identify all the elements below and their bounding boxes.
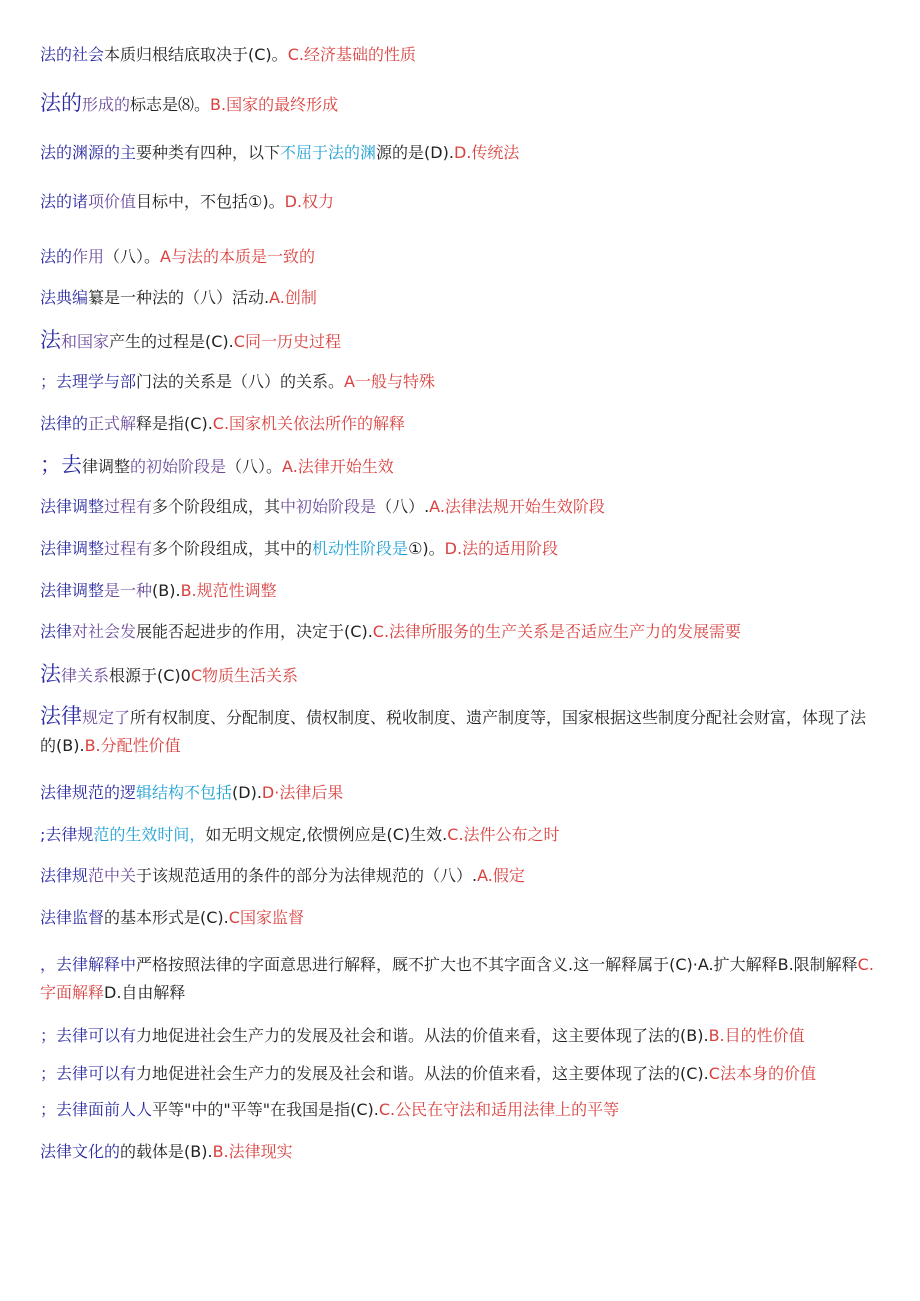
- text-segment: （八）。: [226, 457, 283, 476]
- text-segment: 对社会发: [72, 622, 137, 641]
- text-segment: 所有权制度、分配制度、债权制度、税收制度、遗产制度等，国家根据这些制度分配社会财富，体现了法的(B).: [40, 708, 867, 755]
- question-line: [40, 139, 880, 167]
- text-segment: 形成的: [82, 95, 131, 114]
- text-segment: D·法律后果: [261, 783, 344, 802]
- text-segment: C法本身的价值: [708, 1064, 816, 1083]
- text-segment: 平等"中的"平等"在我国是指(C).: [152, 1100, 379, 1119]
- text-segment: ；去: [40, 453, 82, 477]
- text-segment: (B).: [152, 581, 181, 600]
- text-segment: D.法的适用阶段: [444, 539, 559, 558]
- text-segment: 法律规范的逻: [40, 783, 137, 802]
- text-segment: 的基本形式是(C).: [104, 908, 229, 927]
- question-line: [40, 821, 880, 849]
- text-segment: A与法的本质是一致的: [160, 247, 315, 266]
- text-segment: B.分配性价值: [84, 736, 181, 755]
- text-segment: 力地促进社会生产力的发展及社会和谐。从法的价值来看，这主要体现了法的(B).: [136, 1026, 709, 1045]
- text-segment: 纂是一种法的（八）活动.: [88, 288, 270, 307]
- text-segment: B.法律现实: [212, 1142, 293, 1161]
- text-segment: 范的生效时间，: [93, 825, 206, 844]
- text-segment: ①)。: [408, 539, 445, 558]
- text-segment: B.规范性调整: [180, 581, 277, 600]
- text-segment: 过程有: [104, 497, 153, 516]
- text-segment: C.法律所服务的生产关系是否适应生产力的发展需要: [372, 622, 742, 641]
- text-segment: 法律: [40, 704, 82, 728]
- text-segment: C.经济基础的性质: [287, 45, 416, 64]
- question-line: [40, 951, 880, 1007]
- text-segment: 源的是(D).: [376, 143, 454, 162]
- text-segment: ；去理学与部: [40, 372, 137, 391]
- text-segment: A.假定: [477, 866, 525, 885]
- text-segment: C国家监督: [228, 908, 304, 927]
- question-line: [40, 535, 880, 563]
- question-line: [40, 1096, 880, 1124]
- text-segment: A.法律开始生效: [282, 457, 394, 476]
- text-segment: ；去律可以有: [40, 1064, 137, 1083]
- text-segment: 不屈于法的渊: [280, 143, 377, 162]
- text-segment: 标志是⑻。: [130, 95, 211, 114]
- text-segment: 严格按照法律的字面意思进行解释，厩不扩大也不其字面含义.这一解释属于(C)·A.扩大解释B.限制解释: [136, 955, 858, 974]
- text-segment: 法律监督: [40, 908, 105, 927]
- text-segment: C.字面解释: [40, 955, 874, 1002]
- text-segment: 中初始阶段是: [280, 497, 377, 516]
- text-segment: 法律文化的: [40, 1142, 121, 1161]
- question-line: [40, 702, 880, 760]
- text-segment: C.国家机关依法所作的解释: [212, 414, 406, 433]
- text-segment: 法: [40, 662, 61, 686]
- text-segment: ；去律可以有: [40, 1026, 137, 1045]
- text-segment: C.法件公布之时: [447, 825, 560, 844]
- question-line: [40, 618, 880, 646]
- question-line: [40, 451, 880, 481]
- text-segment: 多个阶段组成，其: [152, 497, 281, 516]
- text-segment: 正式解: [88, 414, 137, 433]
- question-line: [40, 89, 880, 119]
- text-segment: 法的诸: [40, 192, 89, 211]
- text-segment: 法律调整: [40, 539, 105, 558]
- question-line: [40, 577, 880, 605]
- question-line: [40, 41, 880, 69]
- question-line: [40, 660, 880, 690]
- question-line: [40, 862, 880, 890]
- text-segment: 法典编: [40, 288, 89, 307]
- text-segment: D.传统法: [453, 143, 520, 162]
- text-segment: 多个阶段组成，其中的: [152, 539, 313, 558]
- text-segment: 范中关: [88, 866, 137, 885]
- text-segment: C.公民在守法和适用法律上的平等: [378, 1100, 620, 1119]
- text-segment: 门法的关系是（八）的关系。: [136, 372, 345, 391]
- text-segment: 法律的: [40, 414, 89, 433]
- text-segment: 力地促进社会生产力的发展及社会和谐。从法的价值来看，这主要体现了法的(C).: [136, 1064, 709, 1083]
- text-segment: D.权力: [284, 192, 335, 211]
- question-line: [40, 1022, 880, 1050]
- text-segment: 法的渊源的主: [40, 143, 137, 162]
- text-segment: 和国家: [61, 332, 110, 351]
- text-segment: 法律规: [40, 866, 89, 885]
- text-segment: ;去律规: [40, 825, 94, 844]
- text-segment: 目标中，不包括①)。: [136, 192, 285, 211]
- question-line: [40, 1060, 880, 1088]
- text-segment: 辑结构不包括: [136, 783, 233, 802]
- text-segment: C同一历史过程: [233, 332, 341, 351]
- question-line: [40, 904, 880, 932]
- text-segment: B.国家的最终形成: [210, 95, 339, 114]
- text-segment: 律调整: [82, 457, 131, 476]
- text-segment: 法的: [40, 247, 73, 266]
- text-segment: 法的: [40, 91, 82, 115]
- text-segment: 产生的过程是(C).: [109, 332, 234, 351]
- text-segment: 过程有: [104, 539, 153, 558]
- text-segment: 释是指(C).: [136, 414, 213, 433]
- text-segment: 如无明文规定,依惯例应是(C)生效.: [205, 825, 448, 844]
- text-segment: 法律: [40, 622, 73, 641]
- text-segment: 作用: [72, 247, 105, 266]
- question-line: [40, 1138, 880, 1166]
- question-line: [40, 779, 880, 807]
- text-segment: 规定了: [82, 708, 131, 727]
- text-segment: A.创制: [269, 288, 317, 307]
- text-segment: D.自由解释: [104, 983, 186, 1002]
- text-segment: 本质归根结底取决于(C)。: [104, 45, 288, 64]
- text-segment: 律关系: [61, 666, 110, 685]
- text-segment: ；去律面前人人: [40, 1100, 153, 1119]
- text-segment: 法律调整: [40, 581, 105, 600]
- text-segment: 的载体是(B).: [120, 1142, 213, 1161]
- text-segment: 项价值: [88, 192, 137, 211]
- text-segment: 于该规范适用的条件的部分为法律规范的（八）.: [136, 866, 478, 885]
- text-segment: （八）。: [104, 247, 161, 266]
- text-segment: 法律调整: [40, 497, 105, 516]
- text-segment: (D).: [232, 783, 262, 802]
- text-segment: 是一种: [104, 581, 153, 600]
- question-line: [40, 326, 880, 356]
- question-line: [40, 368, 880, 396]
- text-segment: ，去律解释中: [40, 955, 137, 974]
- text-segment: 法: [40, 328, 61, 352]
- text-segment: A一般与特殊: [344, 372, 435, 391]
- question-line: [40, 243, 880, 271]
- question-line: [40, 493, 880, 521]
- text-segment: 要种类有四种，以下: [136, 143, 281, 162]
- question-line: [40, 410, 880, 438]
- text-segment: 法的社会: [40, 45, 105, 64]
- text-segment: A.法律法规开始生效阶段: [429, 497, 605, 516]
- question-line: [40, 284, 880, 312]
- text-segment: B.目的性价值: [708, 1026, 805, 1045]
- text-segment: 的初始阶段是: [130, 457, 227, 476]
- text-segment: 展能否起进步的作用，决定于(C).: [136, 622, 373, 641]
- text-segment: （八）.: [376, 497, 430, 516]
- text-segment: 机动性阶段是: [312, 539, 409, 558]
- question-line: [40, 188, 880, 216]
- text-segment: C物质生活关系: [190, 666, 299, 685]
- text-segment: 根源于(C)0: [109, 666, 191, 685]
